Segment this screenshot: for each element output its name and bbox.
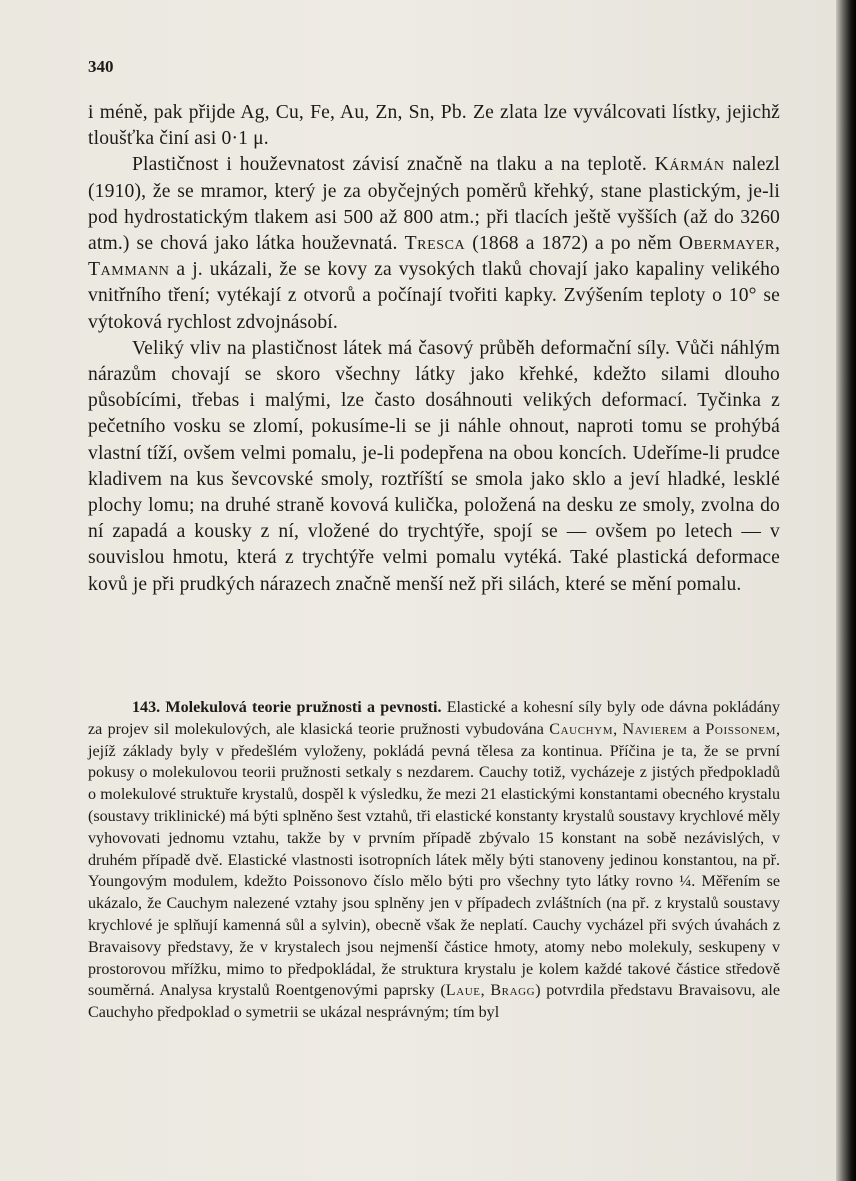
text-run: , xyxy=(613,720,623,738)
text-run: Plastičnost i houževnatost závisí značně na tlaku a na teplotě. xyxy=(132,154,655,176)
author-name: Kármán xyxy=(654,154,725,176)
paragraph-3 xyxy=(88,336,780,598)
text-run: (1868 a 1872) a po něm xyxy=(465,233,679,255)
author-name: Obermayer xyxy=(678,233,775,255)
author-name: Tammann xyxy=(88,259,170,281)
text-run: , jejíž základy byly v předešlém vyloženy, pokládá pevná tělesa za kontinua. Příčina je ta, že se první pokusy o molekulovou teorii pružnosti setkaly s nezdarem. Cauchy totiž, vycházeje z jistých předpokladů o molekulové struktuře krystalů, dospěl k výsledku, že mezi 21 elastickými konstantami obecného krystalu (soustavy triklinické) má býti splněno šest vztahů, tři elastické konstanty krystalů soustavy krychlové měly vyhovovati jednomu vztahu, takže by v prvním případě zbývalo 15 konstant na sobě nezávislých, v druhém případě dvě. Elastické vlastnosti isotropních látek měly býti stanoveny jedinou konstantou, na př. Youngovým modulem, kdežto Poissonovo číslo mělo býti pro všechny tyto látky rovno ¼. Měřením se ukázalo, že Cauchym nalezené vztahy jsou splněny jen v případech zvláštních (na př. z krystalů soustavy krychlové je splňují kamenná sůl a sylvin), obecně však že neplatí. Cauchy vycházel při svých úvahách z Bravaisovy představy, že v krystalech jsou nejmenší částice hmoty, atomy nebo molekuly, seskupeny v prostorovou mřížku, mimo to předpokládal, že struktura krystalu je kolem každé takové částice středově souměrná. Analysa krystalů Roentgenovými paprsky ( xyxy=(88,720,780,1000)
paragraph-2 xyxy=(88,152,780,335)
text-run: a j. ukázali, že se kovy za vysokých tlaků chovají jako kapaliny velikého vnitřního tření; vytékají z otvorů a počínají tvořiti kapky. Zvýšením teploty o 10° se výtoková rychlost zdvojnásobí. xyxy=(88,259,780,333)
author-name: Laue xyxy=(445,982,481,1000)
author-name: Bragg xyxy=(490,982,536,1000)
text-run: nalezl (1910), že se mramor, který je za obyčejných poměrů křehký, stane plastickým, je-li pod hydrostatickým tlakem asi 500 až 800 atm.; při tlacích ještě vyšších (až do 3260 atm.) se chová jako látka houževnatá. xyxy=(88,154,780,255)
paragraph-1 xyxy=(88,100,780,152)
text-run: ) potvrdila představu Bravaisovu, ale Cauchyho předpoklad o symetrii se ukázal nesprávným; tím byl xyxy=(88,982,781,1022)
text-run: a xyxy=(687,720,706,738)
text-run: Veliký vliv na plastičnost látek má časový průběh deformační síly. Vůči náhlým nárazům chovají se skoro všechny látky jako křehké, kdežto silami dlouho působícími, třebas i malými, lze často dosáhnouti velikých deformací. Tyčinka z pečetního vosku se zlomí, pokusíme-li se ji náhle ohnout, naproti tomu se prohýbá vlastní tíží, ovšem velmi pomalu, je-li podepřena na obou koncích. Udeříme-li prudce kladivem na kus ševcovské smoly, roztříští se smola jako sklo a jeví hladké, lesklé plochy lomu; na druhé straně kovová kulička, položená na desku ze smoly, zvolna do ní zapadá a kousky z ní, vložené do trychtýře, spojí se — ovšem po letech — v souvislou hmotu, která z trychtýře velmi pomalu vytéká. Také plastická deformace kovů je při prudkých nárazech značně menší než při silách, které se mění pomalu. xyxy=(88,337,780,595)
section-heading: 143. Molekulová teorie pružnosti a pevnosti. xyxy=(132,699,442,716)
author-name: Poissonem xyxy=(705,720,776,738)
main-text xyxy=(88,100,780,598)
text-run: , xyxy=(774,233,780,255)
book-spine-shadow xyxy=(836,0,856,1181)
section-paragraph xyxy=(88,697,780,1024)
author-name: Cauchym xyxy=(549,720,614,738)
author-name: Tresca xyxy=(404,233,466,255)
section-143 xyxy=(88,697,780,1024)
text-run: , xyxy=(480,982,491,1000)
author-name: Navierem xyxy=(622,720,688,738)
text-run: i méně, pak přijde Ag, Cu, Fe, Au, Zn, Sn, Pb. Ze zlata lze vyválcovati lístky, jejichž tloušťka činí asi 0·1 μ. xyxy=(88,102,780,150)
text-run: Elastické a kohesní síly byly ode dávna pokládány za projev sil molekulových, ale klasická teorie pružnosti vybudována xyxy=(88,699,780,738)
page-number: 340 xyxy=(88,57,114,76)
